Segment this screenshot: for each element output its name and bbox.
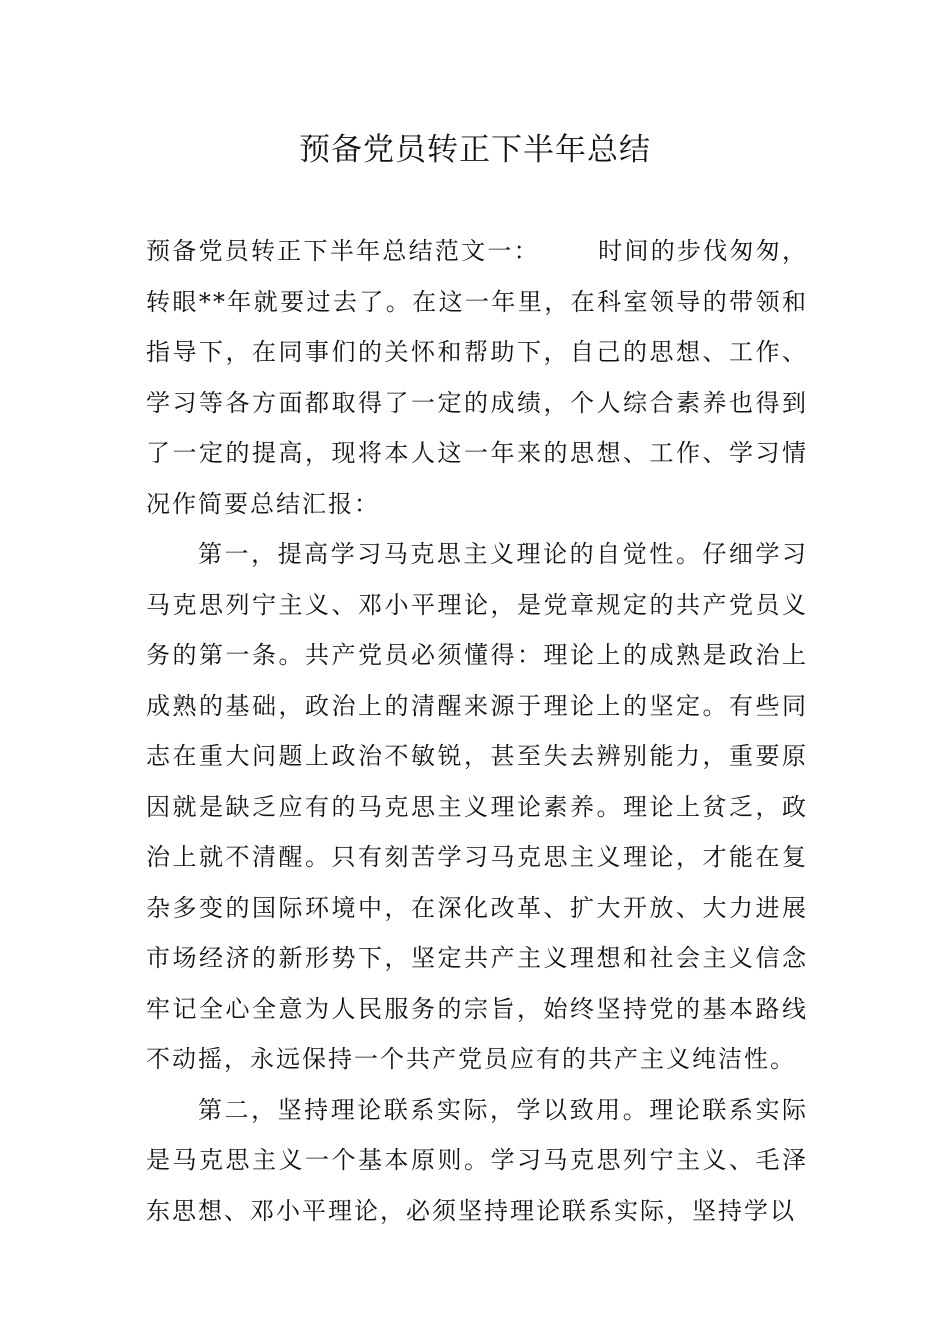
document-title: 预备党员转正下半年总结 (299, 132, 651, 168)
paragraph-1: 第一，提高学习马克思主义理论的自觉性。仔细学习马克思列宁主义、邓小平理论，是党章规定的共产党员义务的第一条。共产党员必须懂得：理论上的成熟是政治上成熟的基础，政治上的清醒来源于理论上的坚定。有些同志在重大问题上政治不敏锐，甚至失去辨别能力，重要原因就是缺乏应有的马克思主义理论素养。理论上贫乏，政治上就不清醒。只有刻苦学习马克思主义理论，才能在复杂多变的国际环境中，在深化改革、扩大开放、大力进展市场经济的新形势下，坚定共产主义理想和社会主义信念牢记全心全意为人民服务的宗旨，始终坚持党的基本路线不动摇，永远保持一个共产党员应有的共产主义纯洁性。 (146, 540, 808, 1073)
document-body (146, 226, 808, 1236)
paragraph-2: 第二，坚持理论联系实际，学以致用。理论联系实际是马克思主义一个基本原则。学习马克思列宁主义、毛泽东思想、邓小平理论，必须坚持理论联系实际，坚持学以 (146, 1095, 808, 1225)
intro-paragraph (146, 226, 808, 529)
intro-label: 预备党员转正下半年总结范文一： (146, 237, 540, 265)
intro-text: 时间的步伐匆匆，转眼**年就要过去了。在这一年里，在科室领导的带领和指导下，在同事们的关怀和帮助下，自己的思想、工作、学习等各方面都取得了一定的成绩，个人综合素养也得到了一定的提高，现将本人这一年来的思想、工作、学习情况作简要总结汇报： (146, 237, 809, 518)
